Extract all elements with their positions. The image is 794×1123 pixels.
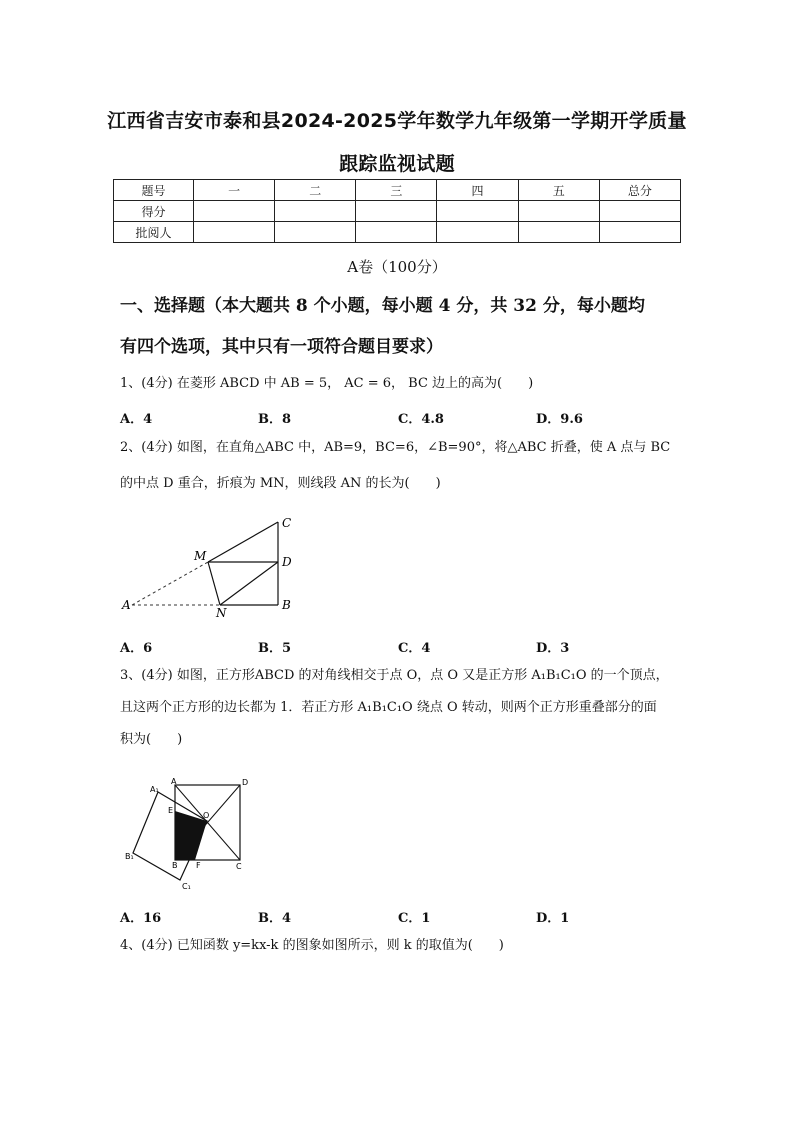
q3-option-d[interactable]: D．1 — [536, 911, 570, 926]
label-c: C — [236, 862, 242, 871]
label-n: N — [216, 606, 227, 620]
q2-option-d[interactable]: D．3 — [536, 641, 570, 656]
q2-option-a[interactable]: A．6 — [120, 641, 153, 656]
reviewer-cell[interactable] — [356, 222, 437, 243]
score-table-row — [114, 201, 681, 222]
q3-option-c[interactable]: C．1 — [398, 911, 431, 926]
score-table-row — [114, 222, 681, 243]
label-d: D — [282, 555, 292, 569]
page-title-line1: 江西省吉安市泰和县2024-2025学年数学九年级第一学期开学质量 — [107, 110, 687, 132]
reviewer-cell[interactable] — [599, 222, 680, 243]
q1-option-d[interactable]: D．9.6 — [536, 412, 583, 427]
reviewer-cell[interactable] — [518, 222, 599, 243]
header-cell: 一 — [194, 180, 275, 201]
label-d: D — [242, 778, 249, 787]
score-cell[interactable] — [275, 201, 356, 222]
q3-option-b[interactable]: B．4 — [258, 911, 292, 926]
label-a1: A₁ — [150, 785, 159, 794]
q3-option-a[interactable]: A．16 — [120, 911, 162, 926]
score-cell[interactable] — [194, 201, 275, 222]
q2-option-b[interactable]: B．5 — [258, 641, 292, 656]
reviewer-cell[interactable] — [275, 222, 356, 243]
header-cell: 总分 — [599, 180, 680, 201]
q4-stem: 4、(4分) 已知函数 y=kx-k 的图象如图所示，则 k 的取值为( ) — [120, 938, 504, 953]
row-label-cell: 批阅人 — [114, 222, 194, 243]
fold-dashed-line — [132, 562, 208, 605]
q2-option-c[interactable]: C．4 — [398, 641, 431, 656]
header-cell: 四 — [437, 180, 518, 201]
label-o: O — [203, 811, 210, 820]
q3-stem-line1: 3、(4分) 如图，正方形ABCD 的对角线相交于点 O，点 O 又是正方形 A₁B₁C₁O 的一个顶点， — [120, 668, 669, 683]
header-cell: 二 — [275, 180, 356, 201]
score-table-header-row — [114, 180, 681, 201]
segment-nd — [220, 562, 278, 605]
score-table — [113, 179, 681, 243]
page-title-line2: 跟踪监视试题 — [339, 153, 455, 175]
header-cell: 题号 — [114, 180, 194, 201]
reviewer-cell[interactable] — [437, 222, 518, 243]
q3-stem-line3: 积为( ) — [120, 732, 183, 747]
section1-heading-line1: 一、选择题（本大题共 8 个小题，每小题 4 分，共 32 分，每小题均 — [120, 296, 645, 316]
label-c1: C₁ — [182, 882, 191, 891]
row-label-cell: 得分 — [114, 201, 194, 222]
label-b: B — [282, 598, 291, 612]
volume-heading: A卷（100分） — [347, 258, 447, 276]
label-a: A — [122, 598, 131, 612]
score-cell[interactable] — [356, 201, 437, 222]
label-e: E — [168, 806, 174, 815]
label-c: C — [282, 516, 292, 530]
q1-stem: 1、(4分) 在菱形 ABCD 中 AB = 5， AC = 6， BC 边上的高为( ) — [120, 376, 534, 391]
q2-stem-line1: 2、(4分) 如图，在直角△ABC 中，AB=9，BC=6，∠B=90°，将△ABC 折叠，使 A 点与 BC — [120, 440, 671, 455]
label-b1: B₁ — [125, 852, 134, 861]
q2-triangle-figure — [110, 510, 310, 625]
label-f: F — [196, 861, 201, 870]
segment-mn — [208, 562, 220, 605]
header-cell: 五 — [518, 180, 599, 201]
segment-mc — [208, 522, 278, 562]
label-m: M — [194, 549, 207, 563]
q2-stem-line2: 的中点 D 重合，折痕为 MN，则线段 AN 的长为( ) — [120, 476, 441, 491]
label-b: B — [172, 861, 178, 870]
score-cell[interactable] — [599, 201, 680, 222]
q1-option-c[interactable]: C．4.8 — [398, 412, 444, 427]
q3-squares-figure — [120, 775, 260, 895]
score-cell[interactable] — [518, 201, 599, 222]
reviewer-cell[interactable] — [194, 222, 275, 243]
q1-option-b[interactable]: B．8 — [258, 412, 292, 427]
score-cell[interactable] — [437, 201, 518, 222]
header-cell: 三 — [356, 180, 437, 201]
label-a: A — [171, 777, 177, 786]
q1-option-a[interactable]: A．4 — [120, 412, 153, 427]
section1-heading-line2: 有四个选项，其中只有一项符合题目要求） — [120, 337, 443, 357]
q3-stem-line2: 且这两个正方形的边长都为 1．若正方形 A₁B₁C₁O 绕点 O 转动，则两个正方形重叠部分的面 — [120, 700, 657, 715]
